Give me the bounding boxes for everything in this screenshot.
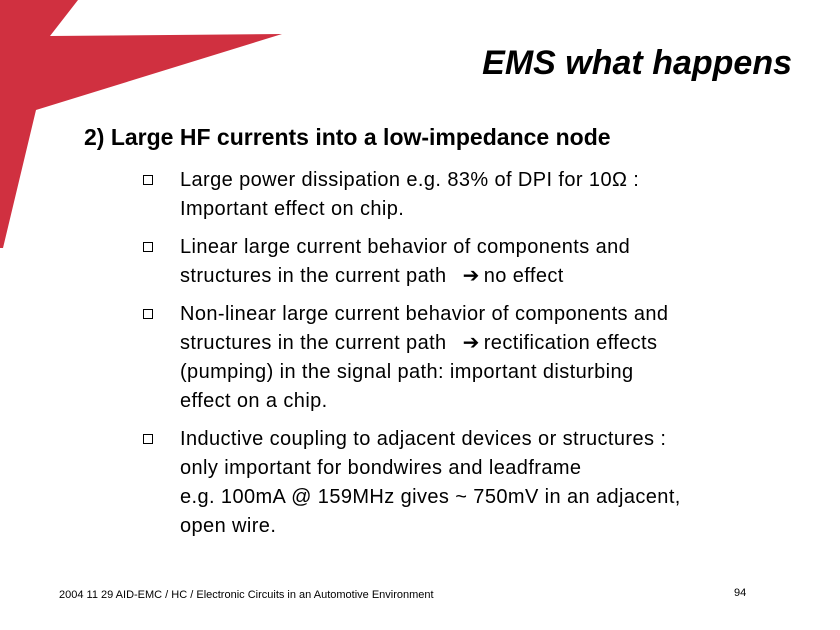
bullet-line: e.g. 100mA @ 159MHz gives ~ 750mV in an adjacent, [180, 486, 681, 508]
slide-title: EMS what happens [482, 44, 792, 82]
bullet-line: Important effect on chip. [180, 198, 405, 220]
bullet-line: only important for bondwires and leadframe [180, 457, 582, 479]
right-arrow-icon: ➔ [462, 265, 480, 287]
footer-text: 2004 11 29 AID-EMC / HC / Electronic Circuits in an Automotive Environment [59, 589, 434, 601]
bullet-line: Inductive coupling to adjacent devices or structures : [180, 428, 667, 450]
bullet-line: Large power dissipation e.g. 83% of DPI for 10Ω : [180, 169, 640, 191]
bullet-item [143, 300, 803, 416]
right-arrow-icon: ➔ [462, 332, 480, 354]
bullet-item [143, 425, 803, 541]
bullet-line-text: structures in the current path [180, 332, 447, 354]
arrow-result-text: no effect [483, 265, 564, 287]
bullet-line-with-arrow [180, 329, 803, 358]
bullet-line: effect on a chip. [180, 390, 328, 412]
hollow-square-bullet-icon [143, 309, 153, 319]
page-number: 94 [734, 587, 747, 599]
bullet-line-text: structures in the current path [180, 265, 447, 287]
bullet-line: open wire. [180, 515, 277, 537]
hollow-square-bullet-icon [143, 175, 153, 185]
bullet-list [143, 166, 803, 550]
bullet-line: Non-linear large current behavior of components and [180, 303, 669, 325]
slide-heading: 2) Large HF currents into a low-impedance node [84, 124, 611, 150]
hollow-square-bullet-icon [143, 242, 153, 252]
arrow-result-text: rectification effects [483, 332, 658, 354]
bullet-line-with-arrow [180, 262, 803, 291]
hollow-square-bullet-icon [143, 434, 153, 444]
bullet-item [143, 233, 803, 291]
bullet-line: (pumping) in the signal path: important disturbing [180, 361, 634, 383]
bullet-line: Linear large current behavior of components and [180, 236, 631, 258]
bullet-item [143, 166, 803, 224]
